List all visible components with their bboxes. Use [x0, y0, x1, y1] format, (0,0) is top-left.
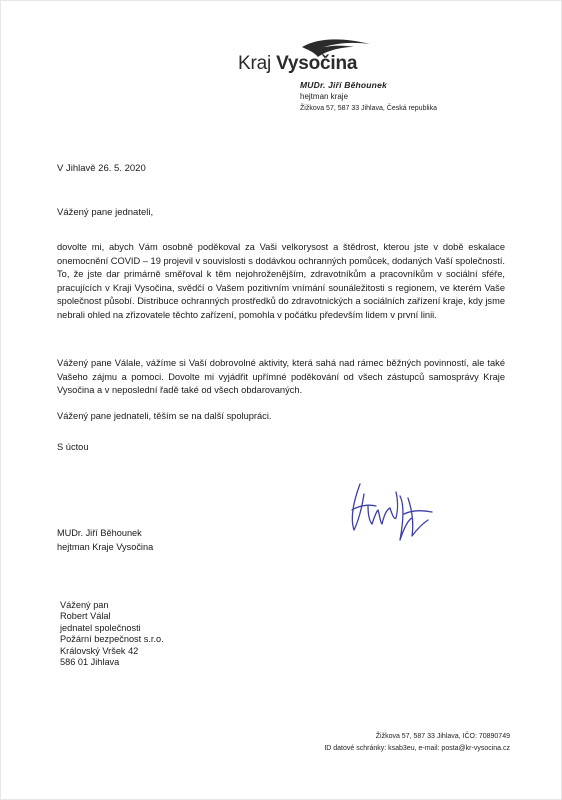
paragraph-1: dovolte mi, abych Vám osobně poděkoval za Vaši velkorysost a štědrost, kterou jste v době eskalace onemocnění COVID – 19 projevil v souvislosti s dodávkou ochranných pomůcek, dodaných Vaší společností. To, že jste dar primárně směřoval k těm nejohroženějším, zdravotníkům a pracovníkům v sociální sféře, pracujících v Kraji Vysočina, svědčí o Vašem pozitivním vnímání sounáležitosti s regionem, ve kterém Vaše společnost působí. Distribuce ochranných prostředků do zdravotnických a sociálních zařízení kraje, kdy jsme nebrali ohled na zřizovatele těchto zařízení, pomohla v počátku především lidem v první linii.	[57, 242, 505, 320]
addressee-line-6: 586 01 Jihlava	[60, 657, 120, 668]
footer	[324, 731, 510, 754]
sender-address: Žižkova 57, 587 33 Jihlava, Česká republika	[300, 105, 437, 112]
closing: S úctou	[57, 442, 89, 452]
logo-wordmark	[238, 53, 357, 75]
sender-name: MUDr. Jiří Běhounek	[300, 80, 387, 90]
addressee-line-3: jednatel společnosti	[60, 622, 141, 633]
sender-block	[300, 79, 437, 115]
handwritten-signature	[338, 470, 438, 550]
footer-line-1: Žižkova 57, 587 33 Jihlava, IČO: 70890749	[375, 733, 510, 740]
addressee-block	[60, 600, 164, 668]
logo-word-vysocina: Vysočina	[276, 53, 358, 74]
signer-name: MUDr. Jiří Běhounek	[57, 528, 142, 538]
date-line: V Jihlavě 26. 5. 2020	[57, 163, 146, 174]
signer-title: hejtman Kraje Vysočina	[57, 541, 154, 552]
signature-block	[57, 527, 153, 554]
paragraph-2: Vážený pane Válale, vážíme si Vaší dobrovolné aktivity, která sahá nad rámec běžných povinností, ale také Vašeho zájmu a pomoci. Dovolte mi vyjádřit upřímné poděkování od všech zástupců samosprávy Kraje Vysočina a v neposlední řadě také od všech obdarovaných.	[57, 358, 505, 396]
logo-word-kraj: Kraj	[238, 53, 271, 74]
addressee-line-1: Vážený pan	[60, 600, 109, 610]
addressee-line-5: Královský Vršek 42	[60, 645, 139, 656]
sender-title: hejtman kraje	[300, 92, 349, 101]
paragraph-3: Vážený pane jednateli, těším se na další spolupráci.	[57, 411, 272, 421]
salutation: Vážený pane jednateli,	[57, 207, 154, 218]
addressee-line-4: Požární bezpečnost s.r.o.	[60, 634, 164, 645]
footer-line-2: ID datové schránky: ksab3eu, e-mail: posta@kr-vysocina.cz	[324, 744, 510, 752]
addressee-line-2: Robert Válal	[60, 611, 111, 622]
